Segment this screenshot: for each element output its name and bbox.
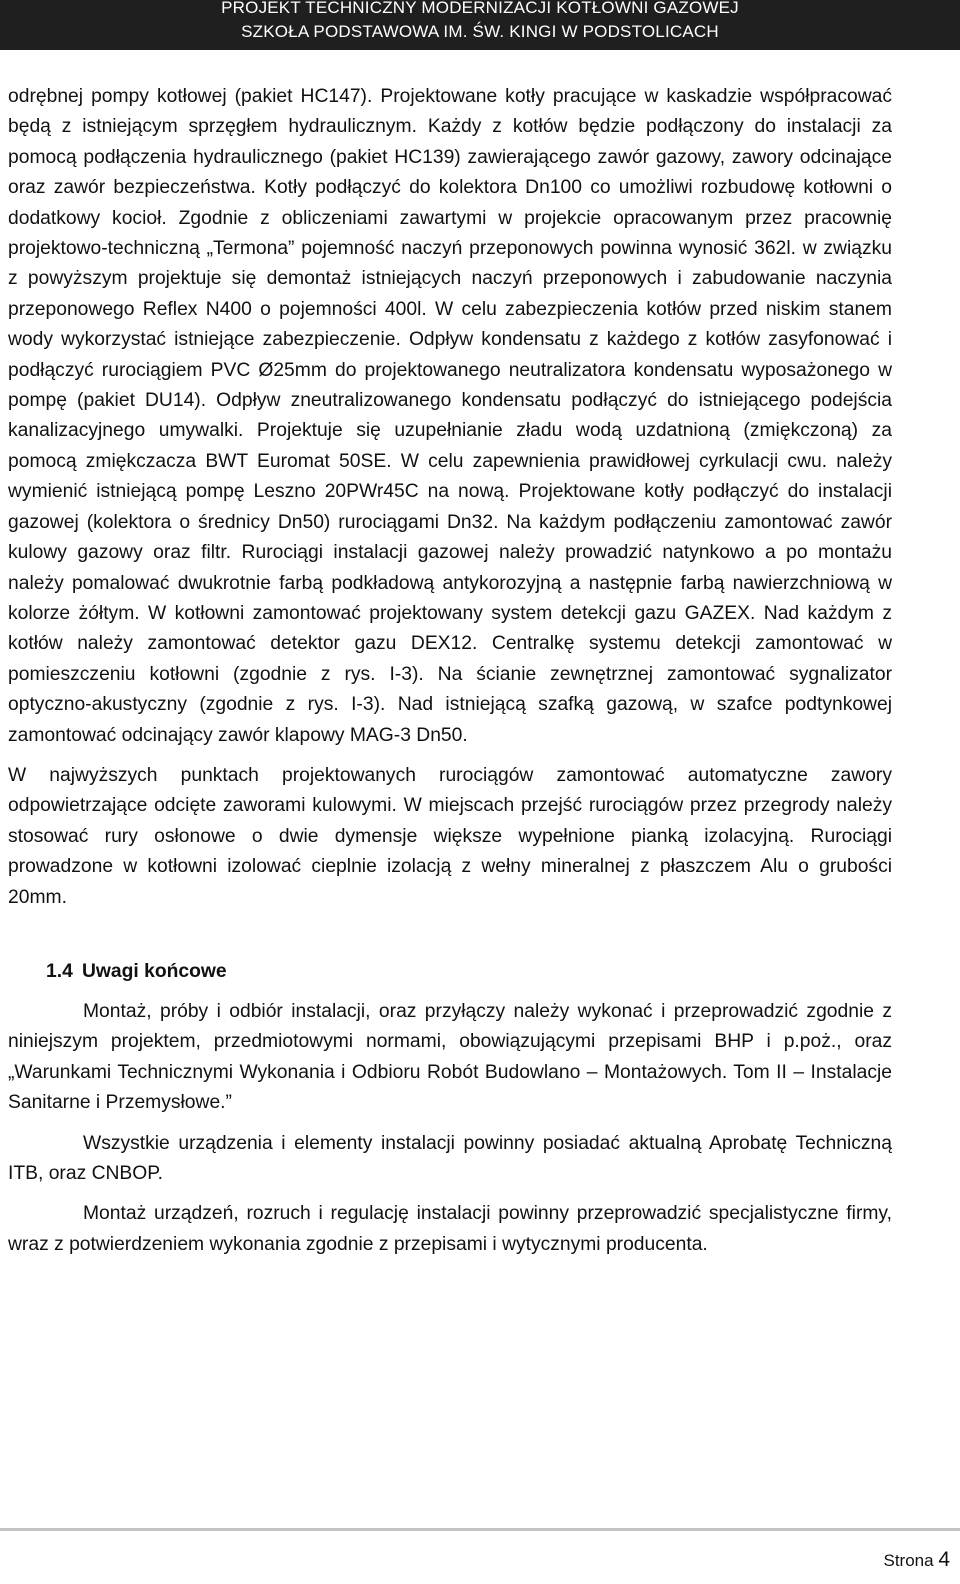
section-title: Uwagi końcowe [82, 960, 227, 982]
header-title: PROJEKT TECHNICZNY MODERNIZACJI KOTŁOWNI GAZOWEJ [221, 0, 739, 17]
body-paragraph: odrębnej pompy kotłowej (pakiet HC147). Projektowane kotły pracujące w kaskadzie współpracować będą z istniejącym sprzęgłem hydraulicznym. Każdy z kotłów będzie podłączony do instalacji za pomocą podłączenia hydraulicznego (pakiet HC139) zawierającego zawór gazowy, zawory odcinające oraz zawór bezpieczeństwa. Kotły podłączyć do kolektora Dn100 co umożliwi rozbudowę kotłowni o dodatkowy kocioł. Zgodnie z obliczeniami zawartymi w projekcie opracowanym przez pracownię projektowo-techniczną „Termona” pojemność naczyń przeponowych powinna wynosić 362l. w związku z powyższym projektuje się demontaż istniejących naczyń przeponowych i zabudowanie naczynia przeponowego Reflex N400 o pojemności 400l. W celu zabezpieczenia kotłów przed niskim stanem wody wykorzystać istniejące zabezpieczenie. Odpływ kondensatu z każdego z kotłów zasyfonować i podłączyć rurociągiem PVC Ø25mm do projektowanego neutralizatora kondensatu wyposażonego w pompę (pakiet DU14). Odpływ zneutralizowanego kondensatu podłączyć do istniejącego podejścia kanalizacyjnego umywalki. Projektuje się uzupełnianie zładu wodą uzdatnioną (zmiękczoną) za pomocą zmiękczacza BWT Euromat 50SE. W celu zapewnienia prawidłowej cyrkulacji cwu. należy wymienić istniejącą pompę Leszno 20PWr45C na nową. Projektowane kotły podłączyć do instalacji gazowej (kolektora o średnicy Dn50) rurociągami Dn32. Na każdym podłączeniu zamontować zawór kulowy gazowy oraz filtr. Rurociągi instalacji gazowej należy prowadzić natynkowo a po montażu należy pomalować dwukrotnie farbą podkładową antykorozyjną a następnie farbą nawierzchniową w kolorze żółtym. W kotłowni zamontować projektowany system detekcji gazu GAZEX. Nad każdym z kotłów należy zamontować detektor gazu DEX12. Centralkę systemu detekcji zamontować w pomieszczeniu kotłowni (zgodnie z rys. I-3). Na ścianie zewnętrznej zamontować sygnalizator optyczno-akustyczny (zgodnie z rys. I-3). Nad istniejącą szafką gazową, w szafce podtynkowej zamontować odcinający zawór klapowy MAG-3 Dn50. [8, 86, 892, 746]
page-number-value: 4 [938, 1548, 950, 1571]
document-body [8, 82, 892, 1260]
header-subtitle: SZKOŁA PODSTAWOWA IM. ŚW. KINGI W PODSTOLICACH [241, 22, 719, 41]
footer-divider [0, 1528, 960, 1531]
section-paragraph: Montaż, próby i odbiór instalacji, oraz przyłączy należy wykonać i przeprowadzić zgodnie z niniejszym projektem, przedmiotowymi normami, obowiązującymi przepisami BHP i p.poż., oraz „Warunkami Technicznymi Wykonania i Odbioru Robót Budowlano – Montażowych. Tom II – Instalacje Sanitarne i Przemysłowe.” [8, 1000, 892, 1114]
page-number [883, 1549, 950, 1572]
section-paragraph: Wszystkie urządzenia i elementy instalacji powinny posiadać aktualną Aprobatę Techniczną ITB, oraz CNBOP. [8, 1132, 892, 1184]
document-header [0, 0, 960, 50]
section-paragraph: Montaż urządzeń, rozruch i regulację instalacji powinny przeprowadzić specjalistyczne firmy, wraz z potwierdzeniem wykonania zgodnie z przepisami i wytycznymi producenta. [8, 1203, 892, 1255]
body-paragraph: W najwyższych punktach projektowanych rurociągów zamontować automatyczne zawory odpowietrzające odcięte zaworami kulowymi. W miejscach przejść rurociągów przez przegrody należy stosować rury osłonowe o dwie dymensje większe wypełnione pianką izolacyjną. Rurociągi prowadzone w kotłowni izolować cieplnie izolacją z wełny mineralnej z płaszczem Alu o grubości 20mm. [8, 764, 892, 908]
section-number: 1.4 [46, 960, 73, 982]
page-label: Strona [883, 1551, 934, 1570]
section-heading [46, 957, 892, 987]
